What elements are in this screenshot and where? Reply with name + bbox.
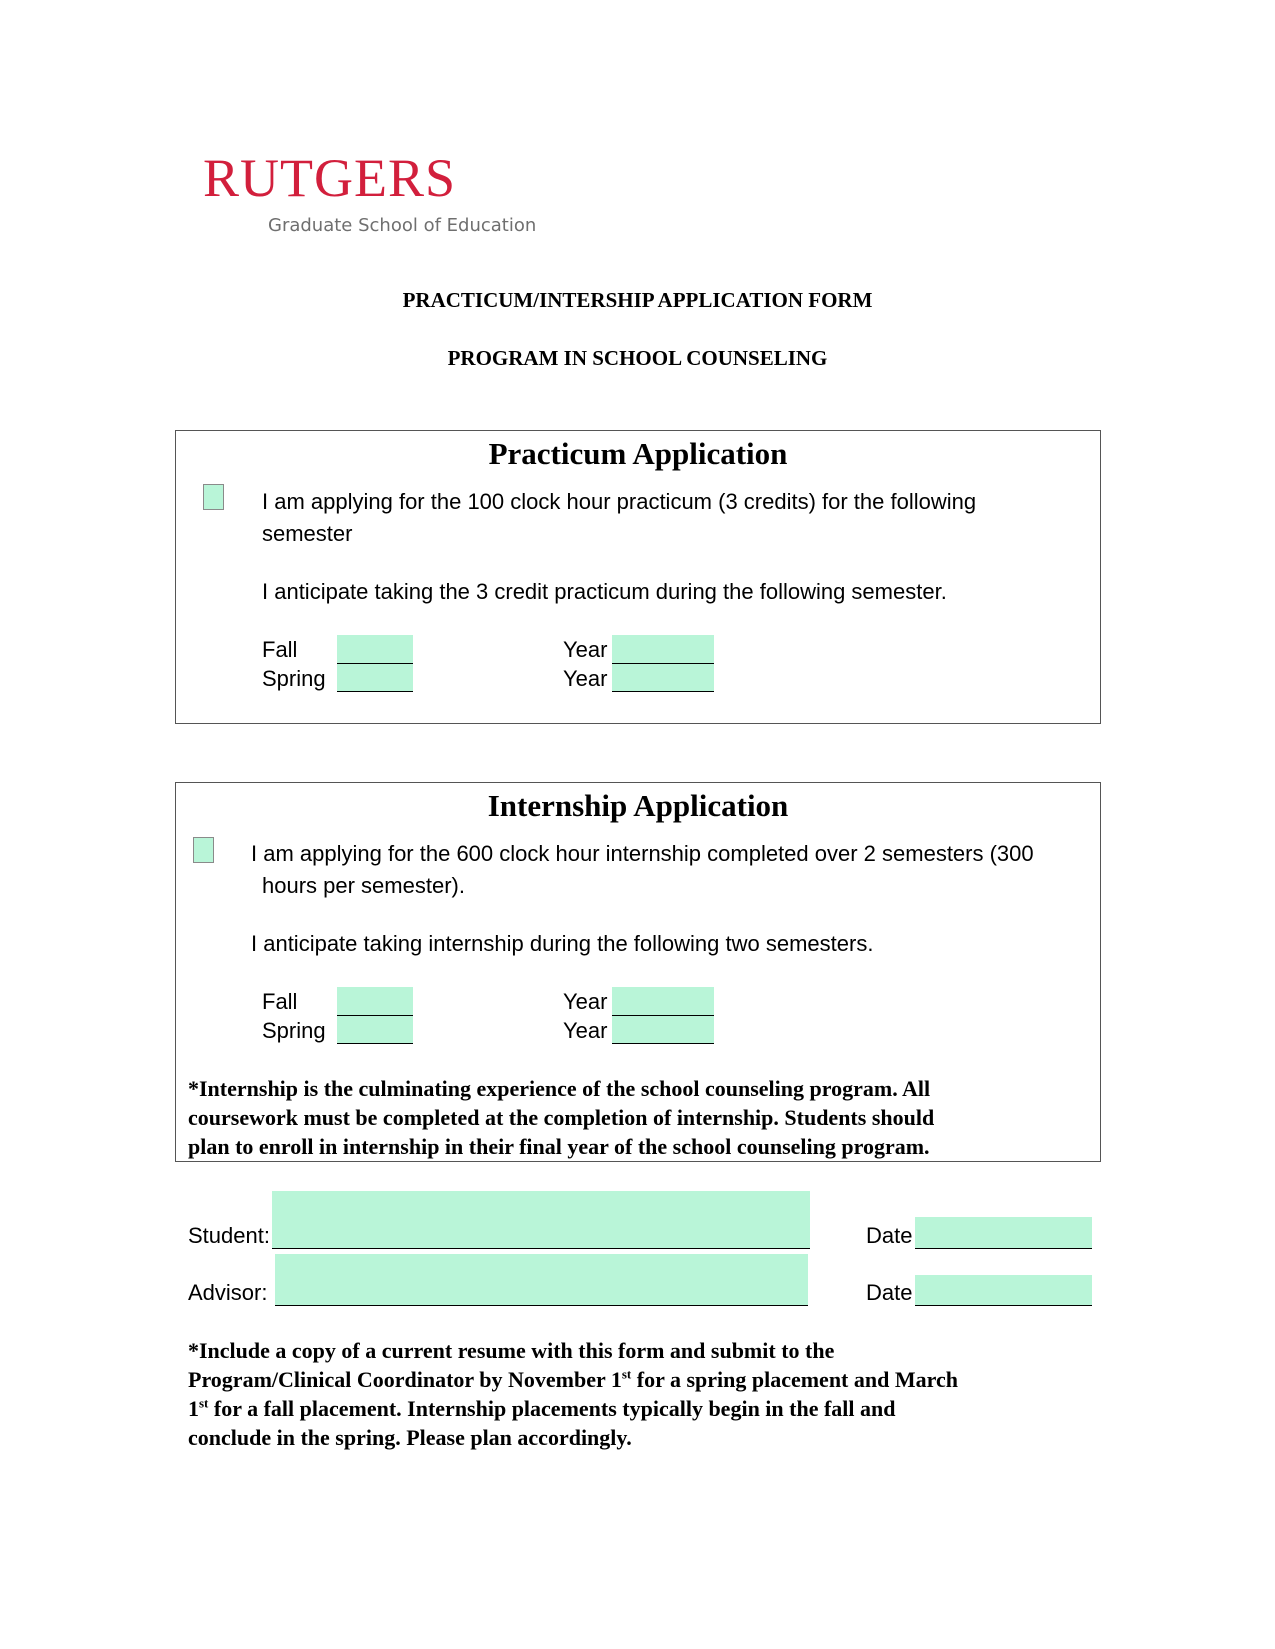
advisor-date-field[interactable] bbox=[915, 1275, 1092, 1306]
internship-fall-label: Fall bbox=[262, 989, 298, 1014]
internship-anticipate: I anticipate taking internship during the following two semesters. bbox=[251, 931, 874, 956]
logo-subtitle: Graduate School of Education bbox=[268, 215, 537, 236]
student-date-field[interactable] bbox=[915, 1217, 1092, 1249]
practicum-apply-line2: semester bbox=[262, 521, 353, 546]
internship-fall-year-field[interactable] bbox=[612, 987, 714, 1016]
internship-title: Internship Application bbox=[487, 788, 789, 823]
footer-line1: *Include a copy of a current resume with this form and submit to the bbox=[188, 1338, 835, 1363]
practicum-title: Practicum Application bbox=[488, 436, 788, 471]
advisor-signature-field[interactable] bbox=[275, 1254, 808, 1306]
internship-note-line3: plan to enroll in internship in their final year of the school counseling program. bbox=[188, 1134, 930, 1159]
student-label: Student: bbox=[188, 1223, 270, 1248]
program-title: PROGRAM IN SCHOOL COUNSELING bbox=[447, 346, 828, 370]
practicum-spring-field[interactable] bbox=[337, 664, 413, 692]
rutgers-logo: RUTGERS bbox=[203, 148, 457, 208]
advisor-date-label: Date bbox=[866, 1280, 913, 1305]
internship-fall-year-label: Year bbox=[563, 989, 608, 1014]
practicum-apply-line1: I am applying for the 100 clock hour practicum (3 credits) for the following bbox=[262, 489, 977, 514]
practicum-fall-year-label: Year bbox=[563, 637, 608, 662]
internship-apply-line1: I am applying for the 600 clock hour internship completed over 2 semesters (300 bbox=[251, 841, 1034, 866]
internship-spring-year-label: Year bbox=[563, 1018, 608, 1043]
footer-line4: conclude in the spring. Please plan accordingly. bbox=[188, 1425, 632, 1450]
internship-note-line2: coursework must be completed at the completion of internship. Students should bbox=[188, 1105, 935, 1130]
practicum-anticipate: I anticipate taking the 3 credit practicum during the following semester. bbox=[262, 579, 947, 604]
internship-fall-field[interactable] bbox=[337, 987, 413, 1016]
internship-checkbox[interactable] bbox=[193, 837, 214, 863]
student-date-label: Date bbox=[866, 1223, 913, 1248]
internship-spring-label: Spring bbox=[262, 1018, 326, 1043]
student-signature-field[interactable] bbox=[272, 1191, 810, 1249]
internship-spring-year-field[interactable] bbox=[612, 1016, 714, 1044]
footer-line2: Program/Clinical Coordinator by November 1st for a spring placement and March bbox=[188, 1366, 958, 1392]
practicum-spring-year-field[interactable] bbox=[612, 664, 714, 692]
internship-apply-line2: hours per semester). bbox=[262, 873, 465, 898]
practicum-spring-year-label: Year bbox=[563, 666, 608, 691]
practicum-fall-field[interactable] bbox=[337, 635, 413, 664]
practicum-checkbox[interactable] bbox=[203, 484, 224, 510]
footer-line3: 1st for a fall placement. Internship placements typically begin in the fall and bbox=[188, 1395, 896, 1421]
internship-note-line1: *Internship is the culminating experience of the school counseling program. All bbox=[188, 1076, 931, 1101]
practicum-fall-label: Fall bbox=[262, 637, 298, 662]
internship-spring-field[interactable] bbox=[337, 1016, 413, 1044]
form-title: PRACTICUM/INTERSHIP APPLICATION FORM bbox=[402, 288, 873, 312]
advisor-label: Advisor: bbox=[188, 1280, 268, 1305]
practicum-spring-label: Spring bbox=[262, 666, 326, 691]
practicum-fall-year-field[interactable] bbox=[612, 635, 714, 664]
